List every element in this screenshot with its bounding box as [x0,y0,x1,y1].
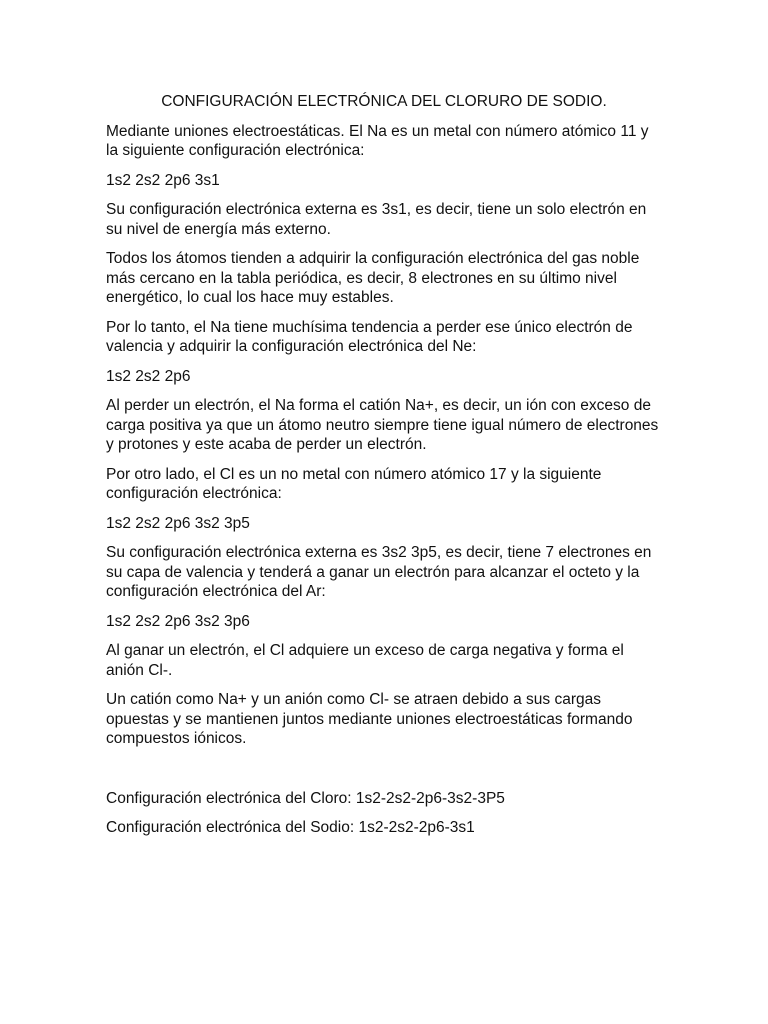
paragraph-na-configuration: 1s2 2s2 2p6 3s1 [106,171,220,189]
blank-space [106,759,662,789]
paragraph-na-cation: Al perder un electrón, el Na forma el catión Na+, es decir, un ión con exceso de carga positiva ya que un átomo neutro siempre tiene igual número de electrones y protones y este acaba de perder un electrón. [106,397,659,453]
paragraph-noble-gas: Todos los átomos tienden a adquirir la configuración electrónica del gas noble más cercano en la tabla periódica, es decir, 8 electrones en su último nivel energético, lo cual los hace muy estables. [106,250,640,306]
document-body [106,92,662,848]
paragraph-cl-anion: Al ganar un electrón, el Cl adquiere un exceso de carga negativa y forma el anión Cl-. [106,642,624,679]
paragraph-ne-configuration: 1s2 2s2 2p6 [106,367,191,385]
paragraph-intro: Mediante uniones electroestáticas. El Na es un metal con número atómico 11 y la siguiente configuración electrónica: [106,122,649,159]
paragraph-cl-intro: Por otro lado, el Cl es un no metal con número atómico 17 y la siguiente configuración electrónica: [106,465,602,502]
paragraph-na-tendency: Por lo tanto, el Na tiene muchísima tendencia a perder ese único electrón de valencia y adquirir la configuración electrónica del Ne: [106,318,633,355]
summary-sodio: Configuración electrónica del Sodio: 1s2-2s2-2p6-3s1 [106,819,475,836]
paragraph-ar-configuration: 1s2 2s2 2p6 3s2 3p6 [106,612,250,630]
paragraph-cl-configuration: 1s2 2s2 2p6 3s2 3p5 [106,514,250,532]
paragraph-ionic-bond: Un catión como Na+ y un anión como Cl- se atraen debido a sus cargas opuestas y se mantienen juntos mediante uniones electroestáticas formando compuestos iónicos. [106,691,633,747]
document-title: CONFIGURACIÓN ELECTRÓNICA DEL CLORURO DE SODIO. [161,93,607,110]
paragraph-na-external: Su configuración electrónica externa es 3s1, es decir, tiene un solo electrón en su nivel de energía más externo. [106,201,647,238]
summary-cloro: Configuración electrónica del Cloro: 1s2-2s2-2p6-3s2-3P5 [106,789,505,807]
paragraph-cl-external: Su configuración electrónica externa es 3s2 3p5, es decir, tiene 7 electrones en su capa de valencia y tenderá a ganar un electrón para alcanzar el octeto y la configuración electrónica del Ar: [106,544,652,600]
